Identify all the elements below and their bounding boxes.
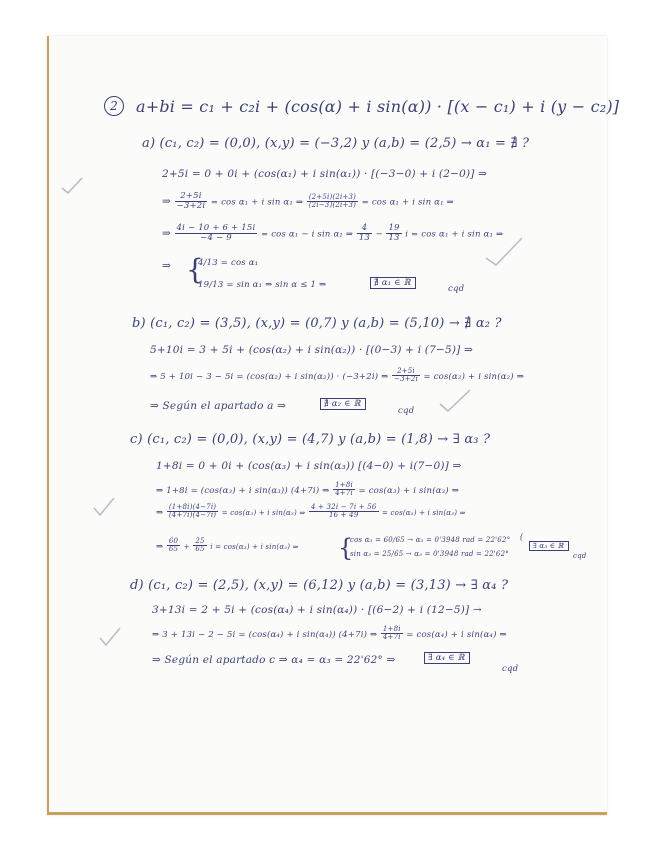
part-c-line3	[156, 504, 466, 520]
fraction	[333, 482, 355, 498]
fraction	[175, 224, 258, 243]
expression-text: = cos α₁ − i sin α₁ ⇒	[260, 229, 354, 240]
part-d-header: d) (c₁, c₂) = (2,5), (x,y) = (6,12) y (a,b) = (3,13) → ∃ α₄ ?	[130, 578, 509, 593]
implies-symbol: ⇒	[156, 507, 164, 518]
denominator: 16 + 49	[328, 511, 359, 520]
denominator: −3+2i	[394, 375, 418, 384]
fraction	[167, 504, 218, 520]
pencil-check-mark	[438, 388, 472, 412]
numerator: 2+5i	[392, 368, 420, 376]
implies-symbol: ⇒	[162, 227, 171, 240]
problem-number: 2	[104, 96, 124, 116]
pencil-check-mark	[60, 176, 84, 194]
part-d-line1: 3+13i = 2 + 5i + (cos(α₄) + i sin(α₄)) · [(6−2) + i (12−5)] →	[152, 604, 482, 616]
part-b-line3: ⇒ Según el apartado a ⇒	[150, 400, 287, 412]
part-c-header: c) (c₁, c₂) = (0,0), (x,y) = (4,7) y (a,b) = (1,8) → ∃ α₃ ?	[130, 432, 491, 447]
main-equation: a+bi = c₁ + c₂i + (cos(α) + i sin(α)) · [(x − c₁) + i (y − c₂)]	[136, 97, 620, 116]
fraction	[307, 194, 358, 210]
part-b-header: b) (c₁, c₂) = (3,5), (x,y) = (0,7) y (a,b) = (5,10) → ∄ α₂ ?	[132, 316, 502, 331]
part-d-line2	[152, 626, 507, 642]
part-a-line1: 2+5i = 0 + 0i + (cos(α₁) + i sin(α₁)) · [(−3−0) + i (2−0)] ⇒	[162, 168, 488, 180]
expression-text: ⇒ 5 + 10i − 3 − 5i = (cos(α₂) + i sin(α₂)) · (−3+2i) ⇒	[150, 371, 389, 382]
part-c-line4	[156, 538, 299, 554]
denominator: 13	[358, 232, 371, 243]
denominator: −4 − 9	[200, 232, 232, 243]
fraction	[309, 504, 379, 520]
expression-text: = cos(α₄) + i sin(α₄) ⇒	[406, 629, 507, 640]
numerator: 4	[357, 224, 372, 234]
part-a-line3	[162, 224, 503, 243]
part-a-system-line1: 4/13 = cos α₁	[198, 258, 259, 268]
implies-symbol: ⇒	[162, 195, 171, 208]
brace-symbol: {	[186, 253, 205, 286]
numerator: 19	[388, 223, 400, 233]
fraction	[392, 368, 420, 384]
fraction	[193, 538, 206, 554]
fraction	[167, 538, 180, 554]
pencil-check-mark	[92, 496, 116, 516]
part-b-result-box: ∄ α₂ ∈ ℝ	[320, 398, 366, 410]
expression-text: = cos α₁ + i sin α₁ ⇒	[210, 197, 304, 208]
expression-text: = cos(α₃) + i sin(α₃) ⇒	[221, 508, 306, 517]
brace-symbol: {	[338, 534, 354, 562]
expression-text: = cos α₁ + i sin α₁ ⇒	[361, 197, 454, 208]
implies-symbol: ⇒	[156, 541, 164, 552]
numerator: 60	[168, 537, 179, 545]
denominator: 65	[195, 545, 205, 554]
part-c-line2	[156, 482, 459, 498]
expression-text: ⇒ 3 + 13i − 2 − 5i = (cos(α₄) + i sin(α₄)) (4+7i) ⇒	[152, 629, 378, 640]
part-b-qed: cqd	[398, 406, 415, 416]
plus-sign: +	[183, 542, 190, 551]
numerator: 25	[195, 537, 205, 545]
expression-text: i = cos(α₃) + i sin(α₃) ⇒	[210, 542, 299, 551]
denominator: 4+7i	[382, 633, 401, 642]
fraction	[386, 224, 401, 243]
fraction	[175, 192, 208, 211]
denominator: 4+7i	[335, 489, 353, 498]
part-a-header: a) (c₁, c₂) = (0,0), (x,y) = (−3,2) y (a,b) = (2,5) → α₁ = ∄ ?	[142, 136, 530, 151]
part-a-implies: ⇒	[162, 260, 171, 272]
denominator: 13	[388, 232, 400, 243]
expression-text: = cos(α₃) + i sin(α₃) ⇒	[358, 485, 460, 496]
part-a-line2	[162, 192, 454, 211]
part-d-qed: cqd	[502, 664, 519, 674]
pencil-check-mark	[98, 626, 122, 646]
part-b-line1: 5+10i = 3 + 5i + (cos(α₂) + i sin(α₂)) · [(0−3) + i (7−5)] ⇒	[150, 344, 473, 356]
part-c-system-line1: cos α₃ = 60/65 → α₃ = 0'3948 rad = 22'62°	[350, 536, 511, 544]
denominator: (4+7i)(4−7i)	[168, 511, 217, 520]
part-c-line1: 1+8i = 0 + 0i + (cos(α₃) + i sin(α₃)) [(4−0) + i(7−0)] ⇒	[156, 460, 462, 472]
expression-text: i = cos α₁ + i sin α₁ ⇒	[405, 229, 504, 240]
numerator: 4i − 10 + 6 + 15i	[176, 223, 256, 233]
brace-symbol: {	[519, 533, 524, 541]
expression-text: ⇒ 1+8i = (cos(α₃) + i sin(α₃)) (4+7i) ⇒	[156, 485, 330, 496]
part-a-system-line2: 19/13 = sin α₁ ⇒ sin α ≤ 1 ⇒	[198, 280, 327, 290]
paper-sheet	[47, 36, 607, 815]
expression-text: = cos(α₃) + i sin(α₃) ⇒	[382, 508, 466, 517]
part-c-system-line2: sin α₃ = 25/65 → α₃ = 0'3948 rad = 22'62°	[350, 550, 509, 558]
denominator: −3+2i	[176, 200, 206, 211]
expression-text: = cos(α₂) + i sin(α₂) ⇒	[423, 371, 525, 382]
pencil-check-mark	[484, 236, 524, 266]
numerator: 4 + 32i − 7i + 56	[310, 503, 377, 511]
part-d-result-box: ∃ α₄ ∈ ℝ	[424, 652, 470, 664]
denominator: 65	[168, 545, 179, 554]
part-a-qed: cqd	[448, 284, 465, 294]
part-b-line2	[150, 368, 524, 384]
fraction	[381, 626, 403, 642]
part-a-result-box: ∄ α₁ ∈ ℝ	[370, 277, 416, 289]
numerator: (1+8i)(4−7i)	[168, 503, 217, 511]
numerator: 1+8i	[335, 481, 353, 489]
part-c-result-box: ∃ α₃ ∈ ℝ	[529, 541, 569, 551]
denominator: (2i−3)(2i+3)	[308, 200, 357, 209]
part-d-line3: ⇒ Según el apartado c ⇒ α₄ = α₃ = 22'62° ⇒	[152, 654, 396, 666]
part-c-qed: cqd	[573, 552, 587, 560]
fraction	[357, 224, 372, 243]
numerator: 1+8i	[382, 625, 401, 633]
numerator: 2+5i	[175, 192, 208, 202]
minus-sign: −	[375, 229, 383, 240]
numerator: (2+5i)(2i+3)	[308, 192, 357, 201]
